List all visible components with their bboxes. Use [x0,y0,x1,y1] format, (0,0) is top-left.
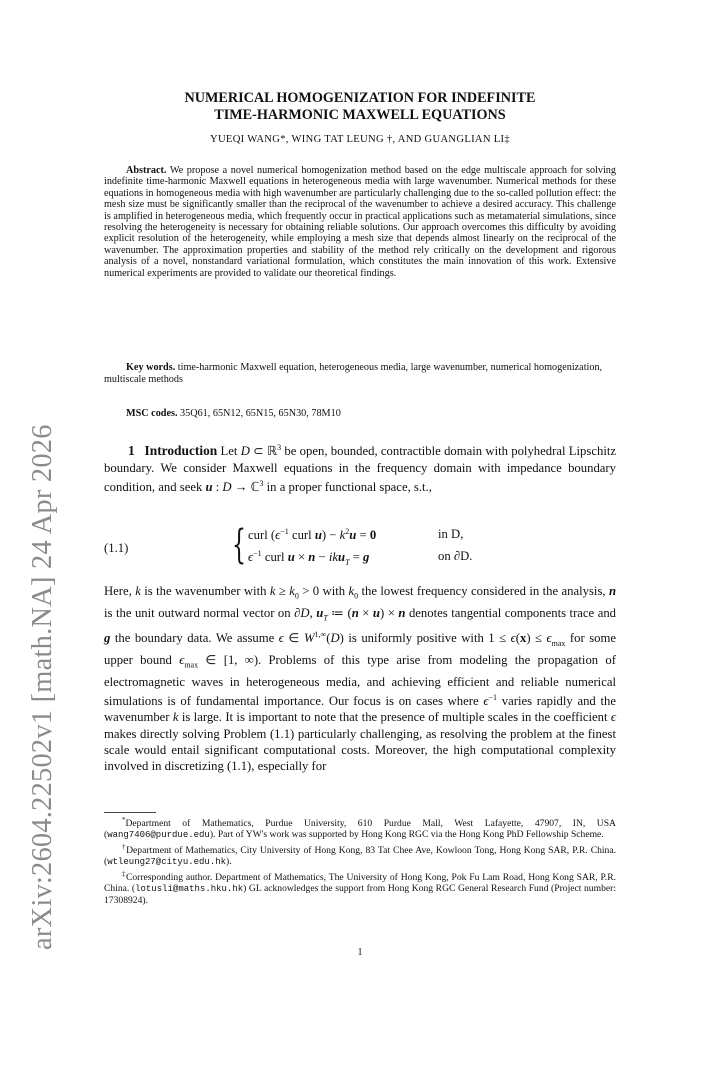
equation-line-1: curl ($\epsilon^{-1}$ curl $u) - k^2u = 0$ [248,527,377,543]
equation-condition-1: in D, [438,527,464,541]
left-brace: { [232,522,246,568]
footnote-1: *Department of Mathematics, Purdue University, 610 Purdue Mall, West Lafayette, 47907, IN, USA (wang7406@purdue.edu). Part of YW's work was supported by Hong Kong RGC via the Hong Kong PhD Fellowship Scheme. [104,816,616,841]
footnote-2-text: Department of Mathematics, City University of Hong Kong, 83 Tat Chee Ave, Kowloon Tong, Hong Kong SAR, P.R. China. ( [104,844,617,868]
footnote-3-tail: ) GL acknowledges the support from Hong Kong RGC General Research Fund (Project number: 17308924). [104,883,616,907]
page-number: 1 [357,947,363,958]
footnote-1-tail: ). Part of YW's work was supported by Hong Kong RGC via the Hong Kong PhD Fellowship Scheme. [209,829,604,841]
abstract-text: We propose a novel numerical homogenization method based on the edge multiscale approach for solving indefinite time-harmonic Maxwell equations in heterogeneous media with large wavenumber. Numerical methods for these equations in homogeneous media with high wavenumber are particularly challenging due to the so-called pollution effect: the mesh size must be significantly smaller than the reciprocal of the wavenumber to achieve a desired accuracy. This challenge is amplified in heterogeneous media, which frequently occur in practical applications such as metamaterial simulations, since resolving the heterogeneity is necessary for obtaining reliable solutions. Our approach overcomes this difficulty by avoiding explicit resolution of the heterogeneity, while employing a mesh size that depends almost linearly on the reciprocal of the wavenumber. The approximation properties and stability of the method rely critically on the development and rigorous analysis of a novel, nonstandard variational formulation, which constitutes the main innovation of this work. Extensive numerical experiments are provided to validate our theoretical findings. [104,165,616,279]
keywords-text: time-harmonic Maxwell equation, heterogeneous media, large wavenumber, numerical homogenization, multiscale methods [104,362,603,386]
body-paragraph: Here, k is the wavenumber with $k \ge k_0 > 0$ with $k_0$ the lowest frequency considered in the analysis, n is the unit outward normal vector on ∂D, $u_T$ ≔ (n × u) × n denotes tangential components trace and g the boundary data. We assume ϵ ∈ $W^{1,\infty}(D)$ is uniformly positive with $1 \le \epsilon(x) \le \epsilon_{max}$ for some upper bound $\epsilon_{max}$ ∈ [1, ∞). Problems of this type arise from modeling the propagation of electromagnetic waves in heterogeneous media, and achieving efficient and reliable numerical simulations is of fundamental importance. Our focus is on cases where $\epsilon^{-1}$ varies rapidly and the wavenumber k is large. It is important to note that the presence of multiple scales in the coefficient ϵ makes directly solving Problem (1.1) particularly challenging, as resolving the problem at the finest scale would entail significant computational costs. Moreover, the high computational complexity involved in discretizing (1.1), especially for [104,584,617,774]
msc-text: 35Q61, 65N12, 65N15, 65N30, 78M10 [180,408,341,419]
footnote-3-email[interactable]: lotusli@maths.hku.hk [135,884,244,895]
footnote-3: ‡Corresponding author. Department of Mathematics, The University of Hong Kong, Pok Fu Lam Road, Hong Kong SAR, P.R. China. (lotusli@maths.hku.hk) GL acknowledges the support from Hong Kong RGC General Research Fund (Project number: 17308924). [104,869,616,907]
msc-codes [126,408,606,419]
author-list: YUEQI WANG*, WING TAT LEUNG †, AND GUANGLIAN LI‡ [210,134,510,145]
footnotes [104,815,616,907]
abstract-label: Abstract. [126,165,167,176]
abstract [104,165,616,279]
intro-paragraph: 1 Introduction Let D ⊂ ℝ$^3$ be open, bounded, contractible domain with polyhedral Lipschitz boundary. We consider Maxwell equations in the frequency domain with impedance boundary condition, and seek u : D → ℂ$^3$ in a proper functional space, s.t., [104,443,616,495]
section-title: Introduction [144,443,218,459]
footnote-2-email[interactable]: wtleung27@cityu.edu.hk [107,857,227,868]
footnote-1-email[interactable]: wang7406@purdue.edu [107,830,210,841]
paper-title [104,90,616,124]
title-line-1: NUMERICAL HOMOGENIZATION FOR INDEFINITE [184,90,536,106]
equation-line-2: $\epsilon^{-1}$ curl u × n − iku$_T$ = g [248,549,370,567]
footnote-3-text: Corresponding author. Department of Mathematics, The University of Hong Kong, Pok Fu Lam Road, Hong Kong SAR, P.R. China. ( [104,871,616,895]
equation-label: (1.1) [104,541,129,555]
title-line-2: TIME-HARMONIC MAXWELL EQUATIONS [214,107,506,123]
footnote-2: †Department of Mathematics, City University of Hong Kong, 83 Tat Chee Ave, Kowloon Tong, Hong Kong SAR, P.R. China. (wtleung27@cityu.edu.hk). [104,842,617,868]
equation-system [232,522,532,569]
keywords-label: Key words. [126,362,176,373]
footnote-rule [104,812,156,813]
msc-label: MSC codes. [126,408,178,419]
section-number: 1 [128,443,135,459]
keywords [104,362,616,387]
equation-condition-2: on ∂D. [438,549,473,563]
footnote-2-tail: ). [226,856,232,868]
arxiv-identifier: arXiv:2604.22502v1 [math.NA] 24 Apr 2026 [27,424,58,950]
footnote-1-text: Department of Mathematics, Purdue University, 610 Purdue Mall, West Lafayette, 47907, IN, USA ( [104,818,616,841]
